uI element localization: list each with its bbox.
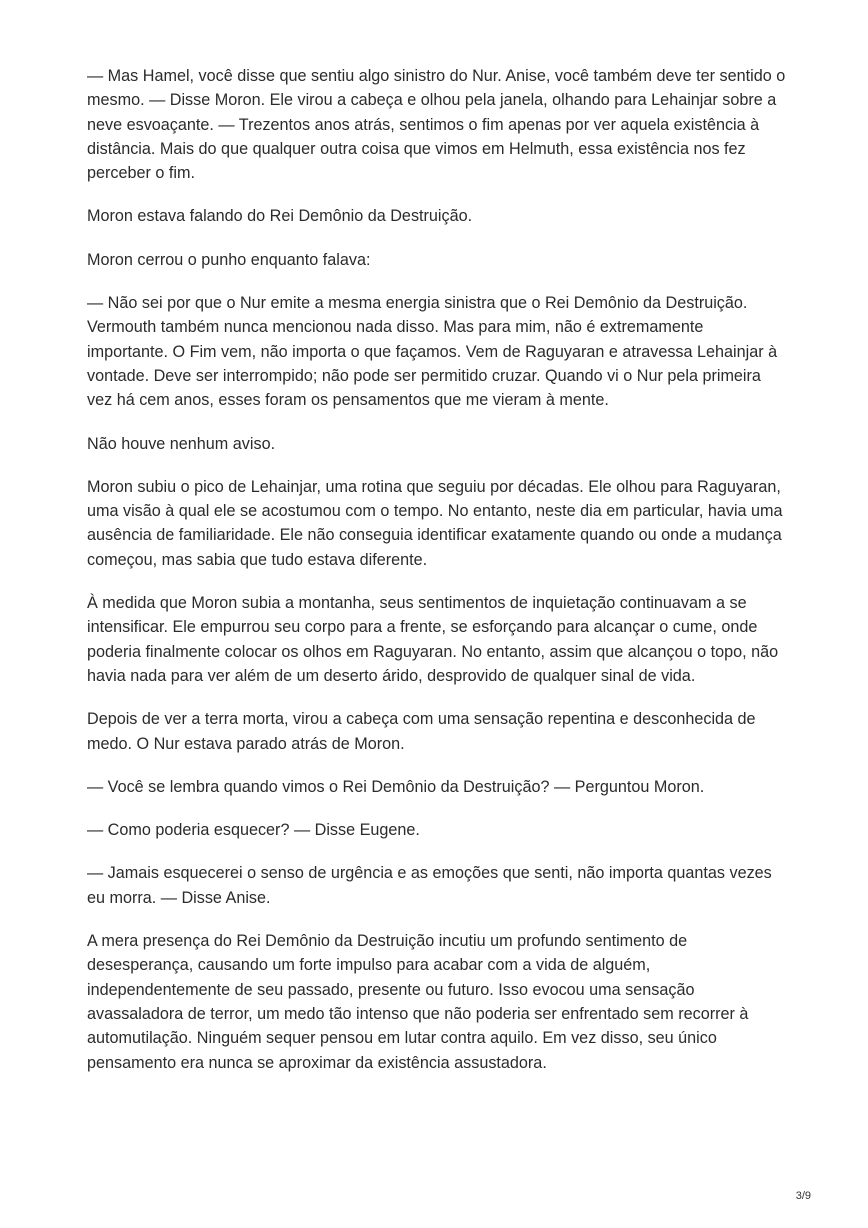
paragraph: À medida que Moron subia a montanha, seus sentimentos de inquietação continuavam a se intensificar. Ele empurrou seu corpo para a frente, se esforçando para alcançar o cume, onde poderia finalmente colocar os olhos em Raguyaran. No entanto, assim que alcançou o topo, não havia nada para ver além de um deserto árido, desprovido de qualquer sinal de vida. <box>87 594 779 685</box>
paragraph: — Jamais esquecerei o senso de urgência e as emoções que senti, não importa quantas vezes eu morra. — Disse Anise. <box>87 864 772 907</box>
paragraph: Moron estava falando do Rei Demônio da Destruição. <box>87 207 473 226</box>
document-body <box>87 64 787 1094</box>
paragraph: — Como poderia esquecer? — Disse Eugene. <box>87 821 420 840</box>
paragraph: — Você se lembra quando vimos o Rei Demônio da Destruição? — Perguntou Moron. <box>87 777 705 796</box>
page-number: 3/9 <box>795 1190 811 1202</box>
paragraph: — Não sei por que o Nur emite a mesma energia sinistra que o Rei Demônio da Destruição. Vermouth também nunca mencionou nada disso. Mas para mim, não é extremamente importante. O Fim vem, não importa o que façamos. Vem de Raguyaran e atravessa Lehainjar à vontade. Deve ser interrompido; não pode ser permitido cruzar. Quando vi o Nur pela primeira vez há cem anos, esses foram os pensamentos que me vieram à mente. <box>87 294 778 410</box>
paragraph: Não houve nenhum aviso. <box>87 434 276 453</box>
paragraph: A mera presença do Rei Demônio da Destruição incutiu um profundo sentimento de desesperança, causando um forte impulso para acabar com a vida de alguém, independentemente de seu passado, presente ou futuro. Isso evocou uma sensação avassaladora de terror, um medo tão intenso que não poderia ser enfrentado sem recorrer à automutilação. Ninguém sequer pensou em lutar contra aquilo. Em vez disso, seu único pensamento era nunca se aproximar da existência assustadora. <box>87 932 749 1072</box>
paragraph: Depois de ver a terra morta, virou a cabeça com uma sensação repentina e desconhecida de medo. O Nur estava parado atrás de Moron. <box>87 710 756 753</box>
paragraph: Moron subiu o pico de Lehainjar, uma rotina que seguiu por décadas. Ele olhou para Raguyaran, uma visão à qual ele se acostumou com o tempo. No entanto, neste dia em particular, havia uma ausência de familiaridade. Ele não conseguia identificar exatamente quando ou onde a mudança começou, mas sabia que tudo estava diferente. <box>87 477 783 569</box>
paragraph: — Mas Hamel, você disse que sentiu algo sinistro do Nur. Anise, você também deve ter sentido o mesmo. — Disse Moron. Ele virou a cabeça e olhou pela janela, olhando para Lehainjar sobre a neve esvoaçante. — Trezentos anos atrás, sentimos o fim apenas por ver aquela existência à distância. Mais do que qualquer outra coisa que vimos em Helmuth, essa existência nos fez perceber o fim. <box>87 67 786 183</box>
paragraph: Moron cerrou o punho enquanto falava: <box>87 250 371 269</box>
